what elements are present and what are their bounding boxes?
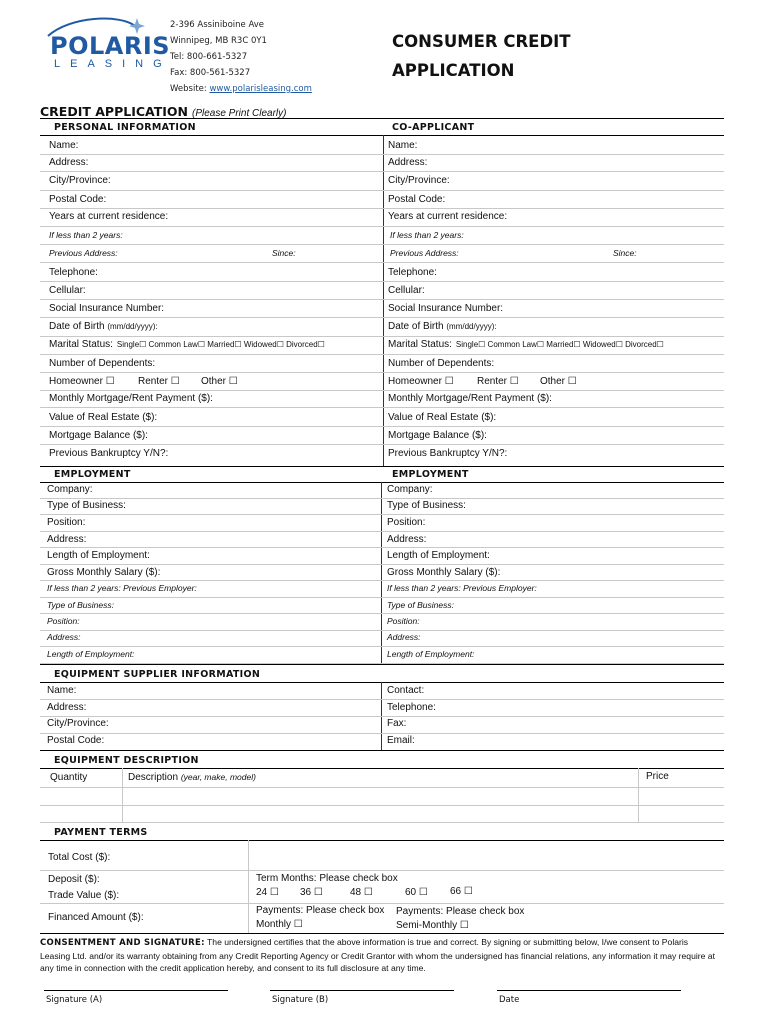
payments-label-2: Payments: Please check box <box>396 906 525 917</box>
co-applicant-employment-previous-length-field[interactable]: Length of Employment: <box>387 649 475 659</box>
trade-value-label: Trade Value ($): <box>48 890 120 901</box>
payment-heading: PAYMENT TERMS <box>54 827 148 838</box>
table-row-line <box>40 787 724 788</box>
row-line <box>40 613 724 614</box>
applicant-previous-address-field[interactable]: Previous Address: <box>49 248 118 258</box>
row-line <box>40 564 724 565</box>
address-line-1: 2-396 Assiniboine Ave <box>170 20 265 30</box>
form-title-text: CREDIT APPLICATION <box>40 104 188 119</box>
marital-label: Marital Status: <box>49 339 113 350</box>
applicant-renter-checkbox[interactable]: Renter ☐ <box>138 376 180 387</box>
co-applicant-employment-position-field[interactable]: Position: <box>387 517 426 528</box>
logo-word: POLARIS <box>50 32 171 60</box>
dob-format: (mm/dd/yyyy): <box>107 322 158 331</box>
supplier-heading: EQUIPMENT SUPPLIER INFORMATION <box>54 669 261 680</box>
website <box>170 81 312 97</box>
co-applicant-other-checkbox[interactable]: Other ☐ <box>540 376 577 387</box>
applicant-sin-field[interactable]: Social Insurance Number: <box>49 303 165 314</box>
applicant-employment-length-field[interactable]: Length of Employment: <box>47 550 150 561</box>
applicant-marital-status <box>49 339 325 350</box>
signature-a-line[interactable] <box>44 990 228 991</box>
co-applicant-marital-status <box>388 339 664 350</box>
table-col-divider <box>122 768 123 823</box>
co-applicant-dependents-field[interactable]: Number of Dependents: <box>388 358 495 369</box>
applicant-years-residence-field[interactable]: Years at current residence: <box>49 211 169 222</box>
co-applicant-employment-length-field[interactable]: Length of Employment: <box>387 550 490 561</box>
applicant-homeowner-checkbox[interactable]: Homeowner ☐ <box>49 376 115 387</box>
divider <box>40 118 724 119</box>
row-line <box>40 299 724 300</box>
supplier-postal-field[interactable]: Postal Code: <box>47 735 105 746</box>
co-applicant-employment-previous-business-field[interactable]: Type of Business: <box>387 600 454 610</box>
applicant-employment-previous-employer-field[interactable]: If less than 2 years: Previous Employer: <box>47 583 197 593</box>
co-applicant-dob-field[interactable] <box>388 321 497 332</box>
row-line <box>40 531 724 532</box>
personal-info-heading: PERSONAL INFORMATION <box>54 122 196 133</box>
supplier-name-field[interactable]: Name: <box>47 685 77 696</box>
applicant-cellular-field[interactable]: Cellular: <box>49 285 86 296</box>
divider <box>40 750 724 751</box>
co-applicant-employment-previous-position-field[interactable]: Position: <box>387 616 420 626</box>
co-applicant-employment-company-field[interactable]: Company: <box>387 484 433 495</box>
term-60-checkbox[interactable]: 60 ☐ <box>405 887 428 898</box>
consent-text: The undersigned certifies that the above information is true and correct. By signing or submitting below, I/we consent to Polaris Leasing Ltd. and/or its warranty obtaining from any Credit Reporting Agency or Credit Grantor with whom the undersigned has financial relations, any information it may require at any time in connection with the credit application hereby, and consent to its full disclosure at any time. <box>40 937 715 973</box>
co-applicant-if-less-label: If less than 2 years: <box>390 230 464 240</box>
deposit-label: Deposit ($): <box>48 874 100 885</box>
monthly-checkbox[interactable]: Monthly ☐ <box>256 919 303 930</box>
row-line <box>40 281 724 282</box>
telephone: Tel: 800-661-5327 <box>170 52 248 62</box>
co-applicant-address-field[interactable]: Address: <box>388 157 428 168</box>
marital-options[interactable]: Single☐ Common Law☐ Married☐ Widowed☐ Divorced☐ <box>455 340 664 349</box>
co-applicant-sin-field[interactable]: Social Insurance Number: <box>388 303 504 314</box>
date-label: Date <box>499 995 520 1005</box>
row-line <box>40 317 724 318</box>
form-title <box>40 104 286 119</box>
co-applicant-employment-address-field[interactable]: Address: <box>387 534 427 545</box>
applicant-employment-position-field[interactable]: Position: <box>47 517 86 528</box>
applicant-employment-company-field[interactable]: Company: <box>47 484 93 495</box>
term-48-checkbox[interactable]: 48 ☐ <box>350 887 373 898</box>
financed-amount-label: Financed Amount ($): <box>48 912 144 923</box>
co-applicant-employment-previous-employer-field[interactable]: If less than 2 years: Previous Employer: <box>387 583 537 593</box>
co-applicant-heading: CO-APPLICANT <box>392 122 475 133</box>
applicant-city-field[interactable]: City/Province: <box>49 175 111 186</box>
consent-heading: CONSENTMENT AND SIGNATURE: <box>40 938 205 948</box>
applicant-employment-previous-length-field[interactable]: Length of Employment: <box>47 649 135 659</box>
document-title-line-2: APPLICATION <box>392 61 515 80</box>
supplier-city-field[interactable]: City/Province: <box>47 718 109 729</box>
row-line <box>40 444 724 445</box>
table-row-line <box>40 805 724 806</box>
row-line <box>40 426 724 427</box>
supplier-fax-field[interactable]: Fax: <box>387 718 407 729</box>
applicant-dependents-field[interactable]: Number of Dependents: <box>49 358 156 369</box>
payments-label-1: Payments: Please check box <box>256 905 385 916</box>
column-divider <box>248 840 249 933</box>
row-line <box>40 646 724 647</box>
applicant-mortgage-payment-field[interactable]: Monthly Mortgage/Rent Payment ($): <box>49 393 213 404</box>
row-line <box>40 870 724 871</box>
co-applicant-telephone-field[interactable]: Telephone: <box>388 267 437 278</box>
signature-b-label: Signature (B) <box>272 995 329 1005</box>
co-applicant-real-estate-field[interactable]: Value of Real Estate ($): <box>388 412 497 423</box>
row-line <box>40 226 724 227</box>
signature-b-line[interactable] <box>270 990 454 991</box>
marital-label: Marital Status: <box>388 339 452 350</box>
co-applicant-name-field[interactable]: Name: <box>388 140 418 151</box>
applicant-employment-salary-field[interactable]: Gross Monthly Salary ($): <box>47 567 161 578</box>
applicant-bankruptcy-field[interactable]: Previous Bankruptcy Y/N?: <box>49 448 169 459</box>
col-quantity: Quantity <box>50 772 88 783</box>
column-divider <box>381 482 382 663</box>
applicant-telephone-field[interactable]: Telephone: <box>49 267 98 278</box>
consent-block <box>40 936 720 975</box>
row-line <box>40 244 724 245</box>
fax: Fax: 800-561-5327 <box>170 68 251 78</box>
divider <box>40 933 724 934</box>
applicant-employment-business-type-field[interactable]: Type of Business: <box>47 500 126 511</box>
dob-label: Date of Birth <box>49 321 105 332</box>
co-applicant-mortgage-payment-field[interactable]: Monthly Mortgage/Rent Payment ($): <box>388 393 552 404</box>
co-applicant-renter-checkbox[interactable]: Renter ☐ <box>477 376 519 387</box>
divider <box>40 840 724 841</box>
total-cost-label: Total Cost ($): <box>48 852 111 863</box>
divider <box>40 664 724 665</box>
supplier-email-field[interactable]: Email: <box>387 735 415 746</box>
applicant-address-field[interactable]: Address: <box>49 157 89 168</box>
website-link[interactable]: www.polarisleasing.com <box>209 84 312 94</box>
term-24-checkbox[interactable]: 24 ☐ <box>256 887 279 898</box>
co-applicant-previous-address-field[interactable]: Previous Address: <box>390 248 459 258</box>
applicant-employment-previous-position-field[interactable]: Position: <box>47 616 80 626</box>
table-col-divider <box>638 768 639 823</box>
divider <box>40 768 724 769</box>
supplier-contact-field[interactable]: Contact: <box>387 685 425 696</box>
logo-subtitle: LEASING <box>54 58 172 70</box>
applicant-real-estate-field[interactable]: Value of Real Estate ($): <box>49 412 158 423</box>
term-66-checkbox[interactable]: 66 ☐ <box>450 886 473 897</box>
co-applicant-bankruptcy-field[interactable]: Previous Bankruptcy Y/N?: <box>388 448 508 459</box>
co-applicant-mortgage-balance-field[interactable]: Mortgage Balance ($): <box>388 430 487 441</box>
employment-heading-right: EMPLOYMENT <box>392 469 469 480</box>
row-line <box>40 514 724 515</box>
supplier-telephone-field[interactable]: Telephone: <box>387 702 436 713</box>
date-line[interactable] <box>497 990 681 991</box>
document-title-line-1: CONSUMER CREDIT <box>392 32 571 51</box>
co-applicant-employment-business-type-field[interactable]: Type of Business: <box>387 500 466 511</box>
row-line <box>40 190 724 191</box>
row-line <box>40 597 724 598</box>
row-line <box>40 336 724 337</box>
co-applicant-years-residence-field[interactable]: Years at current residence: <box>388 211 508 222</box>
applicant-employment-previous-business-field[interactable]: Type of Business: <box>47 600 114 610</box>
equipment-heading: EQUIPMENT DESCRIPTION <box>54 755 199 766</box>
dob-label: Date of Birth <box>388 321 444 332</box>
co-applicant-employment-previous-address-field[interactable]: Address: <box>387 632 421 642</box>
row-line <box>40 498 724 499</box>
row-line <box>40 903 724 904</box>
divider <box>40 135 724 136</box>
applicant-employment-address-field[interactable]: Address: <box>47 534 87 545</box>
divider <box>40 482 724 483</box>
col-description-label: Description <box>128 772 179 783</box>
applicant-dob-field[interactable] <box>49 321 158 332</box>
co-applicant-postal-code-field[interactable]: Postal Code: <box>388 194 446 205</box>
semi-monthly-checkbox[interactable]: Semi-Monthly ☐ <box>396 920 469 931</box>
term-36-checkbox[interactable]: 36 ☐ <box>300 887 323 898</box>
divider <box>40 466 724 467</box>
co-applicant-homeowner-checkbox[interactable]: Homeowner ☐ <box>388 376 454 387</box>
row-line <box>40 208 724 209</box>
column-divider <box>383 135 384 466</box>
row-line <box>40 390 724 391</box>
website-label: Website: <box>170 84 207 94</box>
company-address <box>170 17 312 97</box>
supplier-address-field[interactable]: Address: <box>47 702 87 713</box>
applicant-since-field[interactable]: Since: <box>272 248 296 258</box>
row-line <box>40 733 724 734</box>
row-line <box>40 630 724 631</box>
row-line <box>40 580 724 581</box>
applicant-other-checkbox[interactable]: Other ☐ <box>201 376 238 387</box>
row-line <box>40 171 724 172</box>
marital-options[interactable]: Single☐ Common Law☐ Married☐ Widowed☐ Divorced☐ <box>116 340 325 349</box>
signature-a-label: Signature (A) <box>46 995 103 1005</box>
co-applicant-since-field[interactable]: Since: <box>613 248 637 258</box>
col-description-note: (year, make, model) <box>180 772 256 782</box>
divider <box>40 682 724 683</box>
applicant-mortgage-balance-field[interactable]: Mortgage Balance ($): <box>49 430 148 441</box>
row-line <box>40 372 724 373</box>
row-line <box>40 699 724 700</box>
co-applicant-employment-salary-field[interactable]: Gross Monthly Salary ($): <box>387 567 501 578</box>
address-line-2: Winnipeg, MB R3C 0Y1 <box>170 36 267 46</box>
row-line <box>40 262 724 263</box>
polaris-logo <box>40 14 172 74</box>
employment-heading-left: EMPLOYMENT <box>54 469 131 480</box>
row-line <box>40 354 724 355</box>
dob-format: (mm/dd/yyyy): <box>446 322 497 331</box>
applicant-employment-previous-address-field[interactable]: Address: <box>47 632 81 642</box>
applicant-if-less-label: If less than 2 years: <box>49 230 123 240</box>
row-line <box>40 716 724 717</box>
row-line <box>40 154 724 155</box>
co-applicant-cellular-field[interactable]: Cellular: <box>388 285 425 296</box>
applicant-postal-code-field[interactable]: Postal Code: <box>49 194 107 205</box>
term-months-label: Term Months: Please check box <box>256 873 398 884</box>
row-line <box>40 547 724 548</box>
col-price: Price <box>646 771 669 782</box>
table-row-line <box>40 822 724 823</box>
co-applicant-city-field[interactable]: City/Province: <box>388 175 450 186</box>
applicant-name-field[interactable]: Name: <box>49 140 79 151</box>
col-description <box>128 772 256 783</box>
form-title-note: (Please Print Clearly) <box>192 108 287 119</box>
row-line <box>40 407 724 408</box>
